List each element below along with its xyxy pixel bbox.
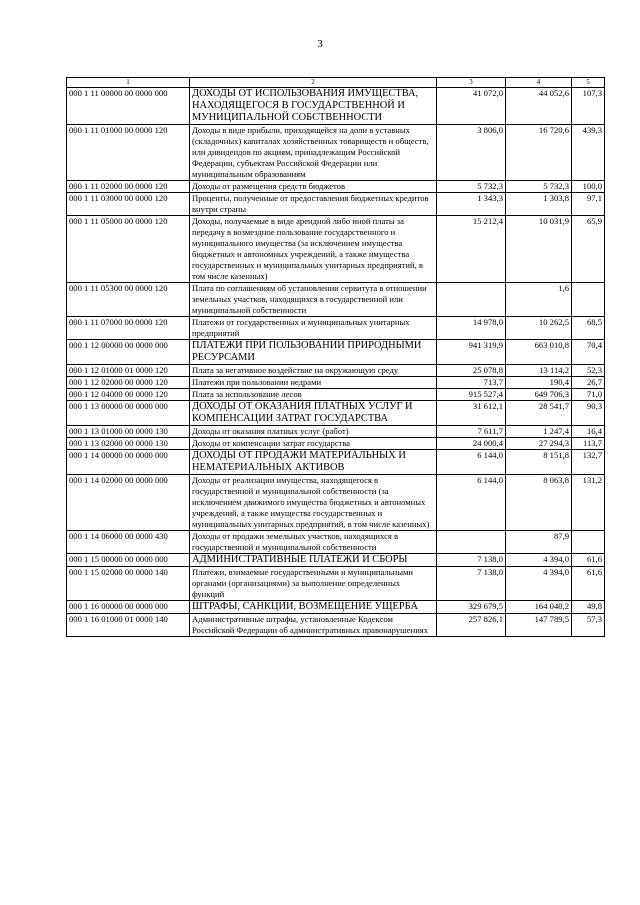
row-name: Доходы в виде прибыли, приходящейся на доли в уставных (складочных) капиталах хозяйственных товариществ и обществ, или дивидендов по акциям, принадлежащим Российской Федерации, субъектам Российской Федерации или муниципальным образованиям bbox=[190, 125, 437, 181]
row-code: 000 1 11 07000 00 0000 120 bbox=[67, 317, 190, 340]
row-fact-value: 16 720,6 bbox=[506, 125, 572, 181]
row-name: Платежи от государственных и муниципальных унитарных предприятий bbox=[190, 317, 437, 340]
row-plan-value: 41 072,0 bbox=[437, 88, 506, 125]
table-body bbox=[67, 88, 605, 637]
row-name: ПЛАТЕЖИ ПРИ ПОЛЬЗОВАНИИ ПРИРОДНЫМИ РЕСУРСАМИ bbox=[190, 340, 437, 365]
row-plan-value: 1 343,3 bbox=[437, 193, 506, 216]
revenue-table bbox=[66, 77, 605, 637]
row-fact-value: 649 706,3 bbox=[506, 389, 572, 401]
table-row bbox=[67, 554, 605, 567]
row-percent: 57,3 bbox=[572, 614, 605, 637]
row-percent: 65,9 bbox=[572, 216, 605, 283]
row-plan-value bbox=[437, 531, 506, 554]
table-row bbox=[67, 401, 605, 426]
row-code: 000 1 13 02000 00 0000 130 bbox=[67, 438, 190, 450]
row-code: 000 1 13 00000 00 0000 000 bbox=[67, 401, 190, 426]
row-percent: 439,3 bbox=[572, 125, 605, 181]
table-row bbox=[67, 450, 605, 475]
table-header-row bbox=[67, 78, 605, 88]
row-plan-value: 6 144,0 bbox=[437, 450, 506, 475]
row-percent: 61,6 bbox=[572, 567, 605, 601]
table-row bbox=[67, 475, 605, 531]
row-code: 000 1 11 03000 00 0000 120 bbox=[67, 193, 190, 216]
row-fact-value: 8 063,8 bbox=[506, 475, 572, 531]
row-code: 000 1 11 00000 00 0000 000 bbox=[67, 88, 190, 125]
row-code: 000 1 14 06000 00 0000 430 bbox=[67, 531, 190, 554]
table-row bbox=[67, 377, 605, 389]
table-row bbox=[67, 426, 605, 438]
row-fact-value: 190,4 bbox=[506, 377, 572, 389]
row-percent: 26,7 bbox=[572, 377, 605, 389]
table-row bbox=[67, 317, 605, 340]
row-fact-value: 164 040,2 bbox=[506, 601, 572, 614]
row-fact-value: 1,6 bbox=[506, 283, 572, 317]
row-name: Плата за использование лесов bbox=[190, 389, 437, 401]
row-code: 000 1 12 01000 01 0000 120 bbox=[67, 365, 190, 377]
row-percent bbox=[572, 283, 605, 317]
row-fact-value: 28 541,7 bbox=[506, 401, 572, 426]
row-code: 000 1 12 04000 00 0000 120 bbox=[67, 389, 190, 401]
row-percent: 100,0 bbox=[572, 181, 605, 193]
row-percent: 132,7 bbox=[572, 450, 605, 475]
row-code: 000 1 12 02000 00 0000 120 bbox=[67, 377, 190, 389]
row-plan-value: 24 000,4 bbox=[437, 438, 506, 450]
row-plan-value: 329 679,5 bbox=[437, 601, 506, 614]
row-percent bbox=[572, 531, 605, 554]
row-code: 000 1 12 00000 00 0000 000 bbox=[67, 340, 190, 365]
row-name: Платежи при пользовании недрами bbox=[190, 377, 437, 389]
row-code: 000 1 11 02000 00 0000 120 bbox=[67, 181, 190, 193]
row-name: ДОХОДЫ ОТ ПРОДАЖИ МАТЕРИАЛЬНЫХ И НЕМАТЕРИАЛЬНЫХ АКТИВОВ bbox=[190, 450, 437, 475]
row-fact-value: 5 732,3 bbox=[506, 181, 572, 193]
row-fact-value: 87,9 bbox=[506, 531, 572, 554]
row-plan-value: 7 138,0 bbox=[437, 554, 506, 567]
table-row bbox=[67, 601, 605, 614]
row-plan-value: 257 826,1 bbox=[437, 614, 506, 637]
row-percent: 97,1 bbox=[572, 193, 605, 216]
row-plan-value: 7 611,7 bbox=[437, 426, 506, 438]
row-fact-value: 27 294,3 bbox=[506, 438, 572, 450]
row-code: 000 1 13 01000 00 0000 130 bbox=[67, 426, 190, 438]
row-code: 000 1 14 00000 00 0000 000 bbox=[67, 450, 190, 475]
row-percent: 71,0 bbox=[572, 389, 605, 401]
row-plan-value: 915 527,4 bbox=[437, 389, 506, 401]
row-fact-value: 4 394,0 bbox=[506, 567, 572, 601]
row-name: Доходы, получаемые в виде арендной либо иной платы за передачу в возмездное пользование государственного и муниципального имущества (за исключением имущества бюджетных и автономных учреждений, а также имущества государственных и муниципальных унитарных предприятий, в том числе казенных) bbox=[190, 216, 437, 283]
row-name: Доходы от оказания платных услуг (работ) bbox=[190, 426, 437, 438]
row-name: Платежи, взимаемые государственными и муниципальными органами (организациями) за выполнение определенных функций bbox=[190, 567, 437, 601]
row-name: ДОХОДЫ ОТ ОКАЗАНИЯ ПЛАТНЫХ УСЛУГ И КОМПЕНСАЦИИ ЗАТРАТ ГОСУДАРСТВА bbox=[190, 401, 437, 426]
table-row bbox=[67, 365, 605, 377]
row-code: 000 1 14 02000 00 0000 000 bbox=[67, 475, 190, 531]
row-fact-value: 1 303,8 bbox=[506, 193, 572, 216]
header-col-3: 3 bbox=[437, 78, 506, 88]
row-fact-value: 44 052,6 bbox=[506, 88, 572, 125]
row-percent: 68,5 bbox=[572, 317, 605, 340]
row-name: ШТРАФЫ, САНКЦИИ, ВОЗМЕЩЕНИЕ УЩЕРБА bbox=[190, 601, 437, 614]
row-plan-value: 25 078,8 bbox=[437, 365, 506, 377]
row-percent: 107,3 bbox=[572, 88, 605, 125]
row-plan-value: 7 138,0 bbox=[437, 567, 506, 601]
table-row bbox=[67, 88, 605, 125]
table-row bbox=[67, 181, 605, 193]
row-plan-value: 713,7 bbox=[437, 377, 506, 389]
row-fact-value: 8 151,8 bbox=[506, 450, 572, 475]
row-plan-value: 14 978,0 bbox=[437, 317, 506, 340]
row-percent: 16,4 bbox=[572, 426, 605, 438]
row-plan-value bbox=[437, 283, 506, 317]
row-percent: 61,6 bbox=[572, 554, 605, 567]
row-code: 000 1 16 00000 00 0000 000 bbox=[67, 601, 190, 614]
table-row bbox=[67, 531, 605, 554]
header-col-4: 4 bbox=[506, 78, 572, 88]
row-fact-value: 663 010,8 bbox=[506, 340, 572, 365]
row-code: 000 1 15 00000 00 0000 000 bbox=[67, 554, 190, 567]
row-plan-value: 941 319,9 bbox=[437, 340, 506, 365]
row-percent: 70,4 bbox=[572, 340, 605, 365]
row-fact-value: 4 394,0 bbox=[506, 554, 572, 567]
row-name: Плата за негативное воздействие на окружающую среду bbox=[190, 365, 437, 377]
row-code: 000 1 11 01000 00 0000 120 bbox=[67, 125, 190, 181]
row-percent: 90,3 bbox=[572, 401, 605, 426]
row-percent: 52,3 bbox=[572, 365, 605, 377]
row-fact-value: 10 262,5 bbox=[506, 317, 572, 340]
row-percent: 49,8 bbox=[572, 601, 605, 614]
page-number: 3 bbox=[317, 38, 323, 50]
row-plan-value: 3 806,0 bbox=[437, 125, 506, 181]
table-row bbox=[67, 216, 605, 283]
row-name: Доходы от реализации имущества, находящегося в государственной и муниципальной собственности (за исключением движимого имущества бюджетных и автономных учреждений, а также имущества государственных и муниципальных унитарных предприятий, в том числе казенных) bbox=[190, 475, 437, 531]
table-row bbox=[67, 614, 605, 637]
row-name: Доходы от компенсации затрат государства bbox=[190, 438, 437, 450]
table-row bbox=[67, 567, 605, 601]
row-name: ДОХОДЫ ОТ ИСПОЛЬЗОВАНИЯ ИМУЩЕСТВА, НАХОДЯЩЕГОСЯ В ГОСУДАРСТВЕННОЙ И МУНИЦИПАЛЬНОЙ СОБСТВЕННОСТИ bbox=[190, 88, 437, 125]
row-name: Доходы от продажи земельных участков, находящихся в государственной и муниципальной собственности bbox=[190, 531, 437, 554]
header-col-2: 2 bbox=[190, 78, 437, 88]
row-name: Плата по соглашениям об установлении сервитута в отношении земельных участков, находящихся в государственной или муниципальной собственности bbox=[190, 283, 437, 317]
row-name: Административные штрафы, установленные Кодексом Российской Федерации об административных правонарушениях bbox=[190, 614, 437, 637]
row-plan-value: 15 212,4 bbox=[437, 216, 506, 283]
header-col-5: 5 bbox=[572, 78, 605, 88]
row-fact-value: 147 789,5 bbox=[506, 614, 572, 637]
row-code: 000 1 15 02000 00 0000 140 bbox=[67, 567, 190, 601]
header-col-1: 1 bbox=[67, 78, 190, 88]
row-name: Доходы от размещения средств бюджетов bbox=[190, 181, 437, 193]
row-percent: 113,7 bbox=[572, 438, 605, 450]
row-plan-value: 31 612,1 bbox=[437, 401, 506, 426]
table-row bbox=[67, 283, 605, 317]
row-plan-value: 5 732,3 bbox=[437, 181, 506, 193]
row-fact-value: 1 247,4 bbox=[506, 426, 572, 438]
row-fact-value: 10 031,9 bbox=[506, 216, 572, 283]
row-plan-value: 6 144,0 bbox=[437, 475, 506, 531]
table-row bbox=[67, 389, 605, 401]
row-percent: 131,2 bbox=[572, 475, 605, 531]
table-row bbox=[67, 438, 605, 450]
row-code: 000 1 16 01000 01 0000 140 bbox=[67, 614, 190, 637]
row-fact-value: 13 114,2 bbox=[506, 365, 572, 377]
row-name: Проценты, полученные от предоставления бюджетных кредитов внутри страны bbox=[190, 193, 437, 216]
table-row bbox=[67, 193, 605, 216]
row-name: АДМИНИСТРАТИВНЫЕ ПЛАТЕЖИ И СБОРЫ bbox=[190, 554, 437, 567]
row-code: 000 1 11 05300 00 0000 120 bbox=[67, 283, 190, 317]
table-row bbox=[67, 125, 605, 181]
table-row bbox=[67, 340, 605, 365]
row-code: 000 1 11 05000 00 0000 120 bbox=[67, 216, 190, 283]
